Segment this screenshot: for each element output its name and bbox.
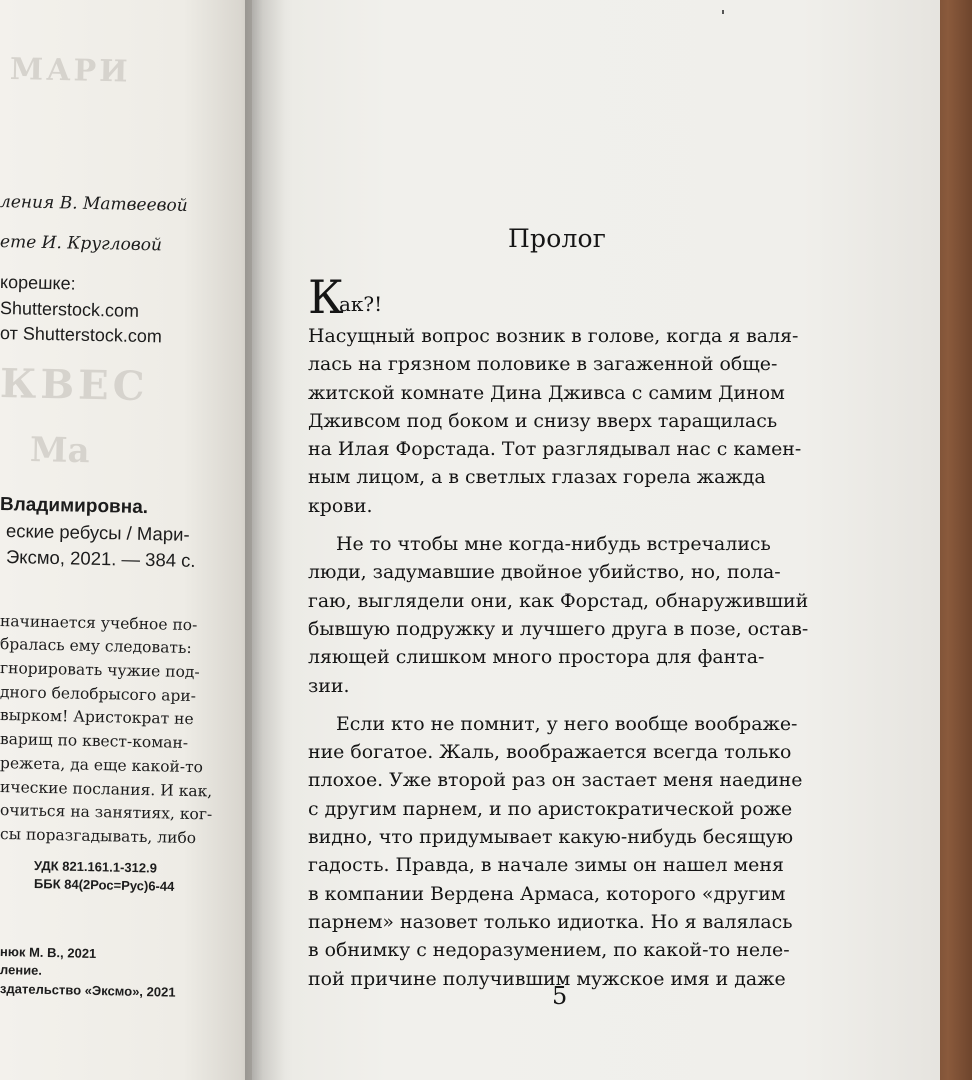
copyright-line-3: здательство «Эксмо», 2021 bbox=[0, 981, 176, 1000]
print-mark bbox=[722, 10, 724, 14]
text-line: гадость. Правда, в начале зимы он нашел меня bbox=[308, 854, 784, 877]
text-line: на Илая Форстада. Тот разглядывал нас с камен- bbox=[308, 438, 802, 461]
text-line: житской комнате Дина Дживса с самим Дином bbox=[308, 381, 785, 404]
text-line: видно, что придумывает какую-нибудь бесящую bbox=[308, 826, 794, 849]
letter-fragment: Ма bbox=[29, 430, 91, 472]
annotation-line: гнорировать чужие под- bbox=[0, 659, 200, 682]
opening-line bbox=[308, 272, 828, 322]
text-line: люди, задумавшие двойное убийство, но, пола- bbox=[308, 561, 781, 584]
text-line: в компании Вердена Армаса, которого «другим bbox=[308, 882, 786, 905]
annotation-line: режета, да еще какой-то bbox=[0, 754, 204, 777]
bbk-code: ББК 84(2Рос=Рус)6-44 bbox=[33, 876, 175, 894]
shutterstock-credit-2: от Shutterstock.com bbox=[0, 323, 163, 347]
text-line: бывшую подружку и лучшего друга в позе, остав- bbox=[308, 617, 809, 640]
right-page bbox=[252, 0, 940, 1080]
copyright-line-1: нюк М. В., 2021 bbox=[0, 944, 97, 962]
spine-label: корешке: bbox=[0, 272, 76, 294]
page-number: 5 bbox=[552, 982, 568, 1010]
illustration-credit: ления В. Матвеевой bbox=[0, 192, 188, 216]
opening-word-rest: ак?! bbox=[339, 292, 383, 316]
text-line: крови. bbox=[308, 494, 373, 517]
bib-line-2: Эксмо, 2021. — 384 с. bbox=[5, 546, 196, 571]
paragraph-3 bbox=[308, 710, 828, 993]
chapter-body bbox=[308, 272, 828, 993]
text-line: пой причине получившим мужское имя и даже bbox=[308, 967, 786, 990]
paragraph-1 bbox=[308, 322, 828, 520]
text-line: лась на грязном половике в загаженной обще- bbox=[308, 353, 778, 376]
left-page bbox=[0, 0, 262, 1080]
header-fragment: МАРИ bbox=[9, 52, 131, 90]
annotation-line: вырком! Аристократ не bbox=[0, 706, 194, 729]
annotation-line: ические послания. И как, bbox=[0, 778, 213, 801]
text-line: с другим парнем, и по аристократической роже bbox=[308, 797, 793, 820]
text-line: ние богатое. Жаль, воображается всегда только bbox=[308, 741, 792, 764]
annotation-line: очиться на занятиях, ког- bbox=[0, 801, 213, 824]
udk-code: УДК 821.161.1-312.9 bbox=[33, 858, 158, 876]
book-gutter-shadow bbox=[245, 0, 285, 1080]
bib-line-1: еские ребусы / Мари- bbox=[5, 520, 190, 545]
text-line: Насущный вопрос возник в голове, когда я валя- bbox=[308, 325, 799, 347]
text-line: гаю, выглядели они, как Форстад, обнаруживший bbox=[308, 589, 809, 612]
shutterstock-credit-1: Shutterstock.com bbox=[0, 298, 140, 321]
copyright-line-2: ление. bbox=[0, 962, 43, 978]
chapter-title: Пролог bbox=[508, 224, 607, 253]
text-line: ляющей слишком много простора для фанта- bbox=[308, 646, 765, 669]
text-line: Дживсом под боком и снизу вверх таращилась bbox=[308, 409, 778, 432]
annotation-line: начинается учебное по- bbox=[0, 612, 198, 635]
cover-credit: ете И. Кругловой bbox=[0, 232, 163, 256]
text-line: зии. bbox=[308, 674, 350, 697]
paragraph-2 bbox=[308, 530, 828, 700]
text-line: плохое. Уже второй раз он застает меня наедине bbox=[308, 769, 803, 792]
drop-cap: К bbox=[308, 270, 344, 324]
series-fragment: КВЕС bbox=[0, 360, 149, 411]
annotation-line: сы поразгадывать, либо bbox=[0, 825, 197, 848]
text-line: Не то чтобы мне когда-нибудь встречались bbox=[336, 533, 771, 556]
annotation-line: бралась ему следовать: bbox=[0, 635, 192, 658]
text-line: парнем» назовет только идиотка. Но я валялась bbox=[308, 910, 793, 933]
annotation-line: варищ по квест-коман- bbox=[0, 730, 189, 752]
annotation-line: дного белобрысого ари- bbox=[0, 683, 197, 706]
text-line: в обнимку с недоразумением, по какой-то неле- bbox=[308, 939, 790, 962]
author-name-line: Владимировна. bbox=[0, 494, 149, 519]
text-line: Если кто не помнит, у него вообще воображе- bbox=[336, 712, 798, 735]
text-line: ным лицом, а в светлых глазах горела жажда bbox=[308, 466, 766, 489]
